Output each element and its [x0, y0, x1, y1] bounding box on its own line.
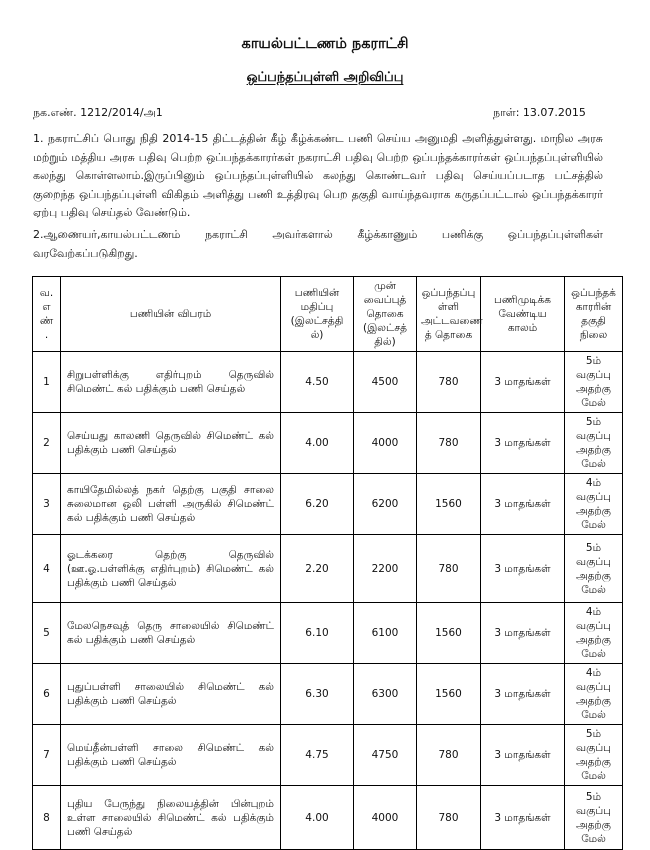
header-eligibility: ஒப்பந்தக் காரரின் தகுதி நிலை — [565, 277, 623, 352]
cell-eligibility: 4ம் வகுப்பு அதற்கு மேல் — [565, 664, 623, 725]
table-row — [33, 725, 623, 786]
cell-duration: 3 மாதங்கள் — [481, 725, 565, 786]
cell-form-fee: 780 — [417, 413, 481, 474]
notice-subtitle-text: ஒப்பந்தப்புள்ளி அறிவிப்பு — [246, 70, 404, 85]
cell-eligibility: 5ம் வகுப்பு அதற்கு மேல் — [565, 535, 623, 603]
table-header-row — [33, 277, 623, 352]
cell-description: ஓடக்கரை தெற்கு தெருவில் (ஊ.ஓ.பள்ளிக்கு எதிர்புறம்) சிமெண்ட் கல் பதிக்கும் பணி செய்தல் — [61, 535, 281, 603]
header-description: பணியின் விபரம் — [61, 277, 281, 352]
header-serial: வ. எ ண் . — [33, 277, 61, 352]
cell-value: 4.75 — [281, 725, 354, 786]
cell-value: 6.20 — [281, 474, 354, 535]
cell-serial: 5 — [33, 603, 61, 664]
cell-serial: 3 — [33, 474, 61, 535]
municipality-title: காயல்பட்டணம் நகராட்சி — [241, 36, 409, 52]
notice-date: நாள்: 13.07.2015 — [493, 106, 586, 119]
cell-value: 6.30 — [281, 664, 354, 725]
cell-serial: 2 — [33, 413, 61, 474]
cell-eligibility: 5ம் வகுப்பு அதற்கு மேல் — [565, 725, 623, 786]
table-row — [33, 413, 623, 474]
cell-serial: 1 — [33, 352, 61, 413]
cell-form-fee: 780 — [417, 352, 481, 413]
works-table — [32, 276, 623, 850]
cell-form-fee: 1560 — [417, 603, 481, 664]
cell-duration: 3 மாதங்கள் — [481, 413, 565, 474]
cell-deposit: 4000 — [354, 413, 417, 474]
cell-duration: 3 மாதங்கள் — [481, 786, 565, 850]
cell-description: காயிதேமில்லத் நகர் தெற்கு பகுதி சாலை சுலைமான ஒலி பள்ளி அருகில் சிமெண்ட் கல் பதிக்கும் பணி செய்தல் — [61, 474, 281, 535]
cell-value: 4.00 — [281, 786, 354, 850]
cell-description: புதுப்பள்ளி சாலையில் சிமெண்ட் கல் பதிக்கும் பணி செய்தல் — [61, 664, 281, 725]
cell-deposit: 2200 — [354, 535, 417, 603]
table-row — [33, 664, 623, 725]
cell-serial: 7 — [33, 725, 61, 786]
table-row — [33, 535, 623, 603]
header-value: பணியின் மதிப்பு (இலட்சத்தி ல்) — [281, 277, 354, 352]
cell-value: 2.20 — [281, 535, 354, 603]
cell-duration: 3 மாதங்கள் — [481, 535, 565, 603]
cell-deposit: 6200 — [354, 474, 417, 535]
cell-description: புதிய பேருந்து நிலையத்தின் பின்புறம் உள்ள சாலையில் சிமெண்ட் கல் பதிக்கும் பணி செய்தல் — [61, 786, 281, 850]
cell-eligibility: 4ம் வகுப்பு அதற்கு மேல் — [565, 474, 623, 535]
cell-value: 4.00 — [281, 413, 354, 474]
cell-form-fee: 780 — [417, 535, 481, 603]
cell-deposit: 6300 — [354, 664, 417, 725]
table-body — [33, 352, 623, 850]
cell-value: 6.10 — [281, 603, 354, 664]
cell-description: சிறுபள்ளிக்கு எதிர்புறம் தெருவில் சிமெண்ட் கல் பதிக்கும் பணி செய்தல் — [61, 352, 281, 413]
table-row — [33, 474, 623, 535]
cell-serial: 6 — [33, 664, 61, 725]
cell-value: 4.50 — [281, 352, 354, 413]
cell-form-fee: 1560 — [417, 664, 481, 725]
header-form-fee: ஒப்பந்தப்பு ள்ளி அட்டவணை த் தொகை — [417, 277, 481, 352]
cell-duration: 3 மாதங்கள் — [481, 352, 565, 413]
cell-duration: 3 மாதங்கள் — [481, 474, 565, 535]
cell-form-fee: 1560 — [417, 474, 481, 535]
cell-description: மேலநெசவுத் தெரு சாலையில் சிமெண்ட் கல் பதிக்கும் பணி செய்தல் — [61, 603, 281, 664]
reference-number: நக.எண். 1212/2014/அ1 — [33, 106, 163, 119]
cell-eligibility: 4ம் வகுப்பு அதற்கு மேல் — [565, 603, 623, 664]
header-duration: பணிமுடிக்க வேண்டிய காலம் — [481, 277, 565, 352]
cell-duration: 3 மாதங்கள் — [481, 664, 565, 725]
cell-serial: 4 — [33, 535, 61, 603]
paragraph-2: 2.ஆணையர்,காயல்பட்டணம் நகராட்சி அவர்களால் கீழ்க்காணும் பணிக்கு ஒப்பந்தப்புள்ளிகள் வரவேற்கப்படுகிறது. — [33, 228, 603, 260]
cell-deposit: 6100 — [354, 603, 417, 664]
cell-form-fee: 780 — [417, 725, 481, 786]
cell-form-fee: 780 — [417, 786, 481, 850]
cell-deposit: 4500 — [354, 352, 417, 413]
cell-description: மெய்தீன்பள்ளி சாலை சிமெண்ட் கல் பதிக்கும் பணி செய்தல் — [61, 725, 281, 786]
table-row — [33, 603, 623, 664]
table-row — [33, 786, 623, 850]
cell-eligibility: 5ம் வகுப்பு அதற்கு மேல் — [565, 352, 623, 413]
cell-eligibility: 5ம் வகுப்பு அதற்கு மேல் — [565, 413, 623, 474]
cell-deposit: 4000 — [354, 786, 417, 850]
cell-duration: 3 மாதங்கள் — [481, 603, 565, 664]
cell-description: செய்யது காலணி தெருவில் சிமெண்ட் கல் பதிக்கும் பணி செய்தல் — [61, 413, 281, 474]
cell-deposit: 4750 — [354, 725, 417, 786]
notice-subtitle — [0, 70, 650, 86]
header-deposit: முன் வைப்புத் தொகை (இலட்சத் தில்) — [354, 277, 417, 352]
paragraph-1: 1. நகராட்சிப் பொது நிதி 2014-15 திட்டத்தின் கீழ் கீழ்க்கண்ட பணி செய்ய அனுமதி அளித்துள்ளது. மாநில அரசு மற்றும் மத்திய அரசு பதிவு பெற்ற ஒப்பந்தக்காரர்கள் நகராட்சி பதிவு பெற்ற ஒப்பந்தக்காரர்கள் ஒப்பந்தப்புள்ளியில் கலந்து கொள்ளலாம்.இருப்பினும் ஒப்பந்தப்புள்ளியில் கலந்து கொண்டவர் பதிவு செய்யப்படாத பட்சத்தில் குறைந்த ஒப்பந்தப்புள்ளி விகிதம் அளித்து பணி உத்திரவு பெற தகுதி வாய்ந்தவராக கருதப்பட்டால் ஒப்பந்தக்காரர் ஏற்பு பதிவு செய்தல் வேண்டும். — [33, 132, 603, 220]
cell-serial: 8 — [33, 786, 61, 850]
table-row — [33, 352, 623, 413]
cell-eligibility: 5ம் வகுப்பு அதற்கு மேல் — [565, 786, 623, 850]
